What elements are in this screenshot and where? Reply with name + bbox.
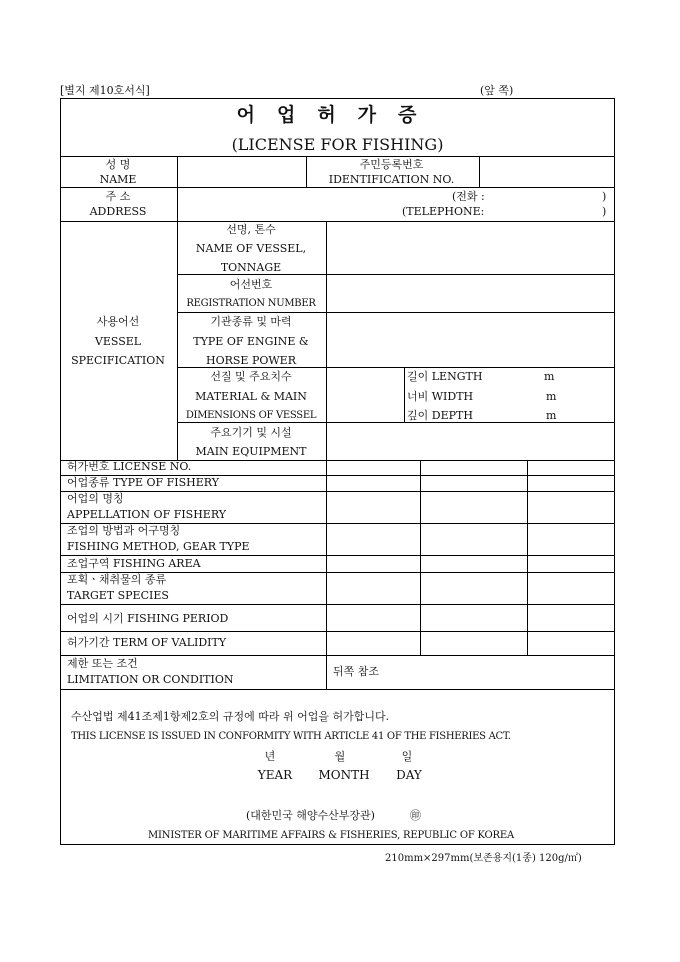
engine-label-ko: 기관종류 및 마력 (210, 315, 292, 328)
registration-field[interactable] (326, 274, 614, 311)
appellation-label-en: APPELLATION OF FISHERY (67, 508, 227, 521)
vessel-label-ko: 사용어선 (96, 315, 140, 328)
id-label-en: IDENTIFICATION NO. (328, 173, 455, 186)
official-seal: ㊞ (410, 809, 421, 822)
fishery-type-label: 어업종류 TYPE OF FISHERY (67, 476, 220, 489)
species-label-ko: 포획ㆍ채취물의 종류 (67, 573, 167, 586)
phone-close-paren: ) (602, 190, 607, 203)
area-label: 조업구역 FISHING AREA (67, 557, 201, 570)
registration-label-ko: 어선번호 (229, 278, 273, 291)
phone-close-paren-2: ) (602, 205, 607, 218)
appellation-label-ko: 어업의 명칭 (67, 492, 124, 505)
engine-label-en-2: HORSE POWER (206, 354, 296, 367)
validity-label: 허가기간 TERM OF VALIDITY (67, 636, 227, 649)
limitation-value: 뒤쪽 참조 (333, 665, 380, 678)
engine-field[interactable] (326, 312, 614, 366)
statement-english: THIS LICENSE IS ISSUED IN CONFORMITY WITH ARTICLE 41 OF THE FISHERIES ACT. (71, 731, 511, 742)
material-field[interactable] (326, 367, 402, 421)
registration-label-en: REGISTRATION NUMBER (186, 298, 316, 309)
length-unit: m (544, 370, 555, 383)
equipment-label-en: MAIN EQUIPMENT (195, 445, 307, 458)
date-month-en: MONTH (318, 768, 370, 782)
vessel-name-label-en: NAME OF VESSEL, (195, 242, 307, 255)
equipment-label-ko: 주요기기 및 시설 (210, 426, 292, 439)
phone-label-en: (TELEPHONE: (402, 205, 485, 218)
width-label: 너비 WIDTH (407, 390, 474, 403)
date-day-ko: 일 (401, 750, 413, 763)
license-no-label: 허가번호 LICENSE NO. (67, 460, 192, 473)
form-code: [별지 제10호서식] (60, 84, 150, 97)
engine-label-en: TYPE OF ENGINE & (193, 335, 309, 348)
depth-unit: m (546, 409, 557, 422)
id-number-field[interactable] (479, 156, 614, 186)
name-label-ko: 성 명 (105, 158, 131, 171)
depth-label: 깊이 DEPTH (407, 409, 473, 422)
material-label-en-2: DIMENSIONS OF VESSEL (185, 410, 317, 421)
name-label-en: NAME (99, 173, 137, 186)
date-year-en: YEAR (257, 768, 293, 782)
date-month-ko: 월 (334, 750, 346, 763)
date-day-en: DAY (396, 768, 422, 782)
title-english: (LICENSE FOR FISHING) (231, 135, 444, 154)
equipment-field[interactable] (326, 422, 614, 459)
date-year-ko: 년 (264, 750, 276, 763)
address-label-en: ADDRESS (89, 205, 147, 218)
period-label: 어업의 시기 FISHING PERIOD (67, 612, 229, 625)
address-label-ko: 주 소 (105, 190, 131, 203)
width-unit: m (546, 390, 557, 403)
material-label-ko: 선질 및 주요치수 (210, 370, 292, 383)
limitation-label-ko: 제한 또는 조건 (67, 657, 138, 670)
vessel-label-en-2: SPECIFICATION (71, 354, 165, 367)
name-field[interactable] (177, 156, 305, 186)
minister-english: MINISTER OF MARITIME AFFAIRS & FISHERIES, REPUBLIC OF KOREA (148, 830, 514, 841)
title-korean: 어업허가증 (236, 104, 439, 126)
material-label-en: MATERIAL & MAIN (195, 390, 307, 403)
species-label-en: TARGET SPECIES (67, 589, 169, 602)
method-label-ko: 조업의 방법과 어구명칭 (67, 524, 181, 537)
phone-label-ko: (전화 : (452, 190, 485, 203)
address-field[interactable] (177, 187, 397, 220)
vessel-name-label-en-2: TONNAGE (220, 261, 282, 274)
length-label: 길이 LENGTH (407, 370, 483, 383)
paper-spec: 210mm×297mm(보존용지(1종) 120g/㎡) (385, 853, 582, 864)
method-label-en: FISHING METHOD, GEAR TYPE (67, 540, 250, 553)
limitation-label-en: LIMITATION OR CONDITION (67, 673, 234, 686)
id-label-ko: 주민등록번호 (359, 158, 424, 171)
page-side-label: (앞 쪽) (480, 84, 514, 97)
vessel-name-field[interactable] (326, 221, 614, 274)
vessel-label-en: VESSEL (94, 335, 142, 348)
statement-korean: 수산업법 제41조제1항제2호의 규정에 따라 위 어업을 허가합니다. (71, 710, 390, 723)
minister-korean: (대한민국 해양수산부장관) (246, 809, 375, 822)
vessel-name-label-ko: 선명, 톤수 (226, 223, 276, 236)
